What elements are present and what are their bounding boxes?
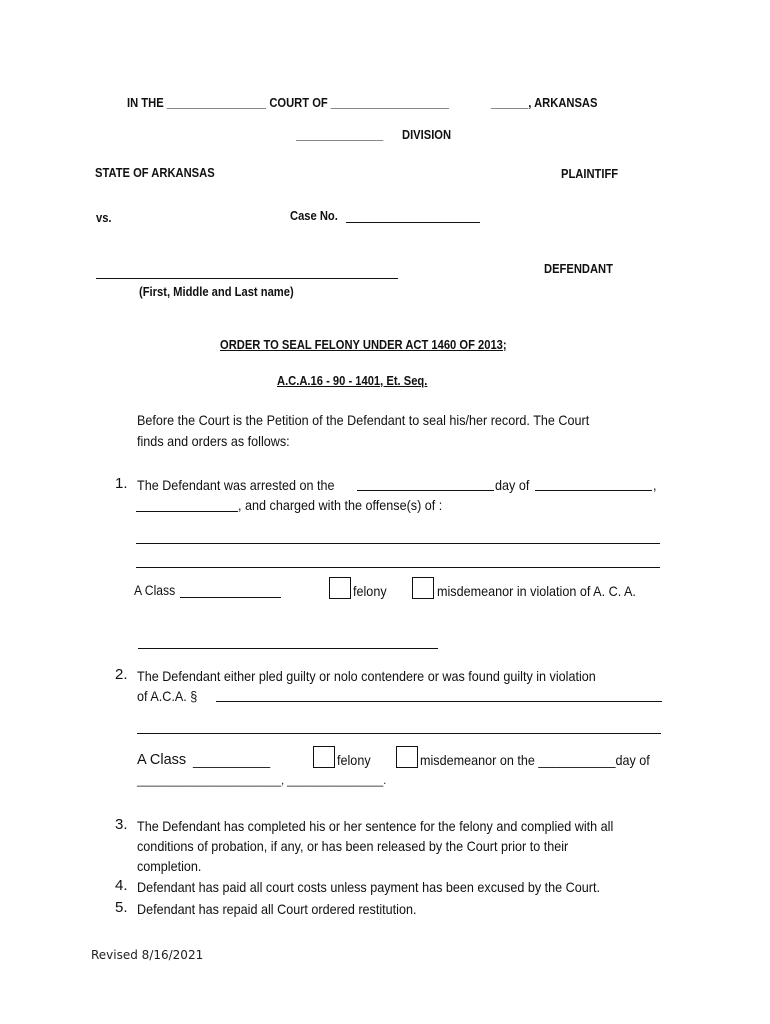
item-1-text-c: ,: [653, 477, 657, 493]
aca-statute-line[interactable]: [138, 648, 438, 649]
item-5-text: Defendant has repaid all Court ordered restitution.: [137, 901, 417, 917]
order-title: ORDER TO SEAL FELONY UNDER ACT 1460 OF 2013;: [220, 337, 507, 352]
plaintiff-label: PLAINTIFF: [561, 166, 619, 181]
item-1-misdemeanor-checkbox[interactable]: [412, 577, 434, 599]
arrest-month-line[interactable]: [535, 490, 652, 491]
item-1-felony-checkbox[interactable]: [329, 577, 351, 599]
arrest-year-line[interactable]: [136, 511, 238, 512]
offense-line-1[interactable]: [136, 543, 660, 544]
intro-line-1: Before the Court is the Petition of the Defendant to seal his/her record. The Court: [137, 412, 590, 428]
item-4-text: Defendant has paid all court costs unless payment has been excused by the Court.: [137, 879, 600, 895]
item-1-class-line[interactable]: [180, 597, 281, 598]
division-label: DIVISION: [402, 127, 452, 142]
item-1-felony-label: felony: [353, 583, 387, 599]
item-1-text-b: day of: [495, 477, 530, 493]
item-2-class-label: A Class: [137, 752, 187, 768]
intro-line-2: finds and orders as follows:: [137, 433, 290, 449]
item-2-felony-checkbox[interactable]: [313, 746, 335, 768]
item-2-aca-line[interactable]: [216, 701, 662, 702]
defendant-label: DEFENDANT: [544, 261, 613, 276]
division-blank: ______________: [296, 127, 384, 142]
case-no-label: Case No.: [290, 208, 338, 223]
item-5-number: 5.: [115, 899, 128, 916]
item-1-misdemeanor-label: misdemeanor in violation of A. C. A.: [437, 583, 636, 599]
item-4-number: 4.: [115, 877, 128, 894]
item-3-line-1: The Defendant has completed his or her sentence for the felony and complied with all: [137, 818, 614, 834]
court-line: IN THE ________________ COURT OF ___________________: [127, 95, 449, 110]
item-1-text-a: The Defendant was arrested on the: [137, 477, 335, 493]
item-3-line-3: completion.: [137, 858, 202, 874]
item-1-text-d: , and charged with the offense(s) of :: [238, 497, 443, 513]
item-2-text-b: of A.C.A. §: [137, 688, 198, 704]
name-hint: (First, Middle and Last name): [139, 284, 294, 299]
case-no-line[interactable]: [346, 222, 480, 223]
item-2-class-blank: ___________: [193, 752, 271, 768]
item-2-extra-line[interactable]: [137, 733, 661, 734]
item-2-date-line: ________________________, ________________.: [137, 773, 387, 787]
item-1-class-label: A Class: [134, 583, 176, 598]
revised-date: Revised 8/16/2021: [91, 948, 204, 962]
state-label: STATE OF ARKANSAS: [95, 165, 215, 180]
vs-label: vs.: [96, 210, 112, 225]
item-2-number: 2.: [115, 666, 128, 683]
item-1-number: 1.: [115, 475, 128, 492]
offense-line-2[interactable]: [136, 567, 660, 568]
statute-title: A.C.A.16 - 90 - 1401, Et. Seq.: [277, 373, 428, 388]
item-2-text-a: The Defendant either pled guilty or nolo contendere or was found guilty in violation: [137, 668, 596, 684]
defendant-name-line[interactable]: [96, 278, 398, 279]
item-2-felony-label: felony: [337, 752, 371, 768]
arkansas-label: ______, ARKANSAS: [491, 95, 598, 110]
item-3-number: 3.: [115, 816, 128, 833]
arrest-day-line[interactable]: [357, 490, 494, 491]
item-2-misdemeanor-label: misdemeanor on the ___________day of: [420, 752, 650, 768]
item-3-line-2: conditions of probation, if any, or has been released by the Court prior to their: [137, 838, 569, 854]
item-2-misdemeanor-checkbox[interactable]: [396, 746, 418, 768]
